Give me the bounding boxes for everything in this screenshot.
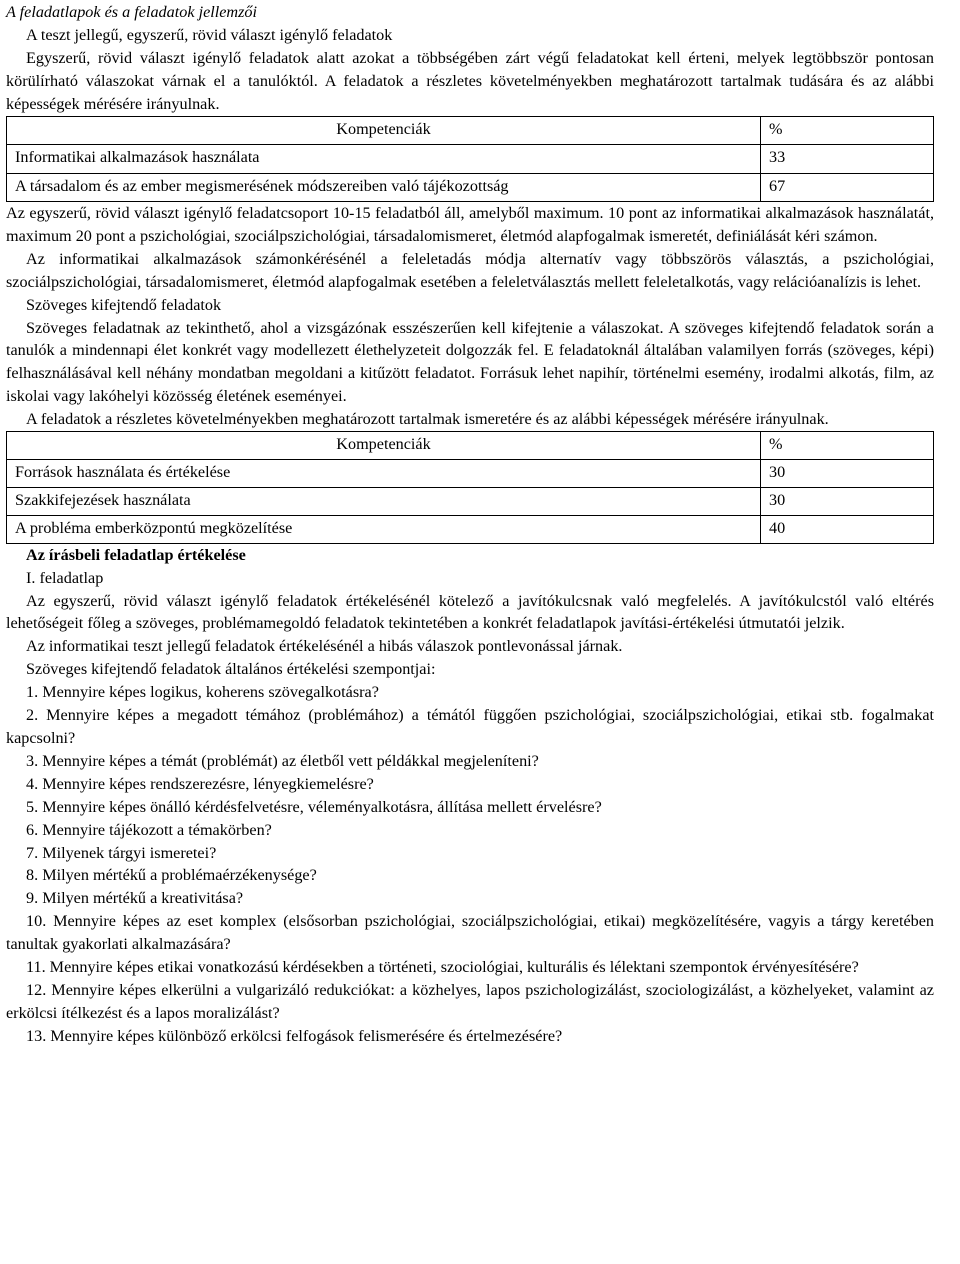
intro-paragraph: Egyszerű, rövid választ igénylő feladatok alatt azokat a többségében zárt végű feladatokat kell érteni, melyek legtöbbször pontosan körülírható válaszokat várnak el a tanulóktól. A feladatok a részletes követelményekben meghatározott tartalmak tudására és az alábbi képességek mérésére irányulnak. <box>6 48 934 113</box>
table-cell: Informatikai alkalmazások használata <box>7 145 761 174</box>
table-row <box>7 145 934 174</box>
table-cell: 67 <box>761 173 934 202</box>
criteria-item: 11. Mennyire képes etikai vonatkozású kérdésekben a történeti, szociológiai, kulturális és lélektani szempontok érvényesítésére? <box>26 958 859 977</box>
evaluation-paragraph: Szöveges kifejtendő feladatok általános értékelési szempontjai: <box>26 660 436 679</box>
criteria-item: 10. Mennyire képes az eset komplex (elsősorban pszichológiai, szociálpszichológiai, etikai) megközelítésére, vagyis a tárgy keretében tanultak gyakorlati alkalmazására? <box>6 912 934 954</box>
table-cell: Szakkifejezések használata <box>7 487 761 515</box>
criteria-item: 7. Milyenek tárgyi ismeretei? <box>26 843 217 862</box>
table-cell: 40 <box>761 515 934 543</box>
criteria-item: 13. Mennyire képes különböző erkölcsi felfogások felismerésére és értelmezésére? <box>26 1026 563 1045</box>
table-header-cell: % <box>761 432 934 460</box>
evaluation-paragraph: Az informatikai teszt jellegű feladatok értékelésénél a hibás válaszok pontlevonással járnak. <box>26 637 623 656</box>
competency-table-1 <box>6 116 934 203</box>
table-header-cell: % <box>761 116 934 145</box>
table-cell: A probléma emberközpontú megközelítése <box>7 515 761 543</box>
table-header-row <box>7 432 934 460</box>
table-cell: Források használata és értékelése <box>7 460 761 488</box>
criteria-item: 12. Mennyire képes elkerülni a vulgarizáló redukciókat: a közhelyes, lapos pszichologizálást, szociologizálást, a közhelyeket, valamint az erkölcsi ítélkezést és a lapos moralizálást? <box>6 980 934 1022</box>
criteria-item: 4. Mennyire képes rendszerezésre, lényegkiemelésre? <box>26 774 374 793</box>
table-cell: 33 <box>761 145 934 174</box>
table-cell: 30 <box>761 487 934 515</box>
text-task-paragraph: Szöveges feladatnak az tekinthető, ahol a vizsgázónak esszészerűen kell kifejtenie a válaszokat. A szöveges kifejtendő feladatok során a tanulók a mindennapi élet konkrét vagy modellezett élethelyzeteit dolgozzák fel. E feladatoknál általában valamilyen forrás (szöveges, képi) felhasználásával kell néhány mondatban megoldani a kitűzött feladatot. Forrásuk lehet napihír, történelmi esemény, irodalmi alkotás, film, az iskolai vagy lakóhelyi közösség életének eseményei. <box>6 318 934 406</box>
criteria-item: 5. Mennyire képes önálló kérdésfelvetésre, véleményalkotásra, állítása mellett érvelésre? <box>26 797 602 816</box>
table-cell: 30 <box>761 460 934 488</box>
criteria-item: 2. Mennyire képes a megadott témához (problémához) a témától függően pszichológiai, szociálpszichológiai, etikai stb. fogalmakat kapcsolni? <box>6 706 934 747</box>
table-row <box>7 515 934 543</box>
section-heading: A feladatlapok és a feladatok jellemzői <box>6 3 258 21</box>
table-row <box>7 173 934 202</box>
criteria-item: 1. Mennyire képes logikus, koherens szövegalkotásra? <box>26 683 379 702</box>
criteria-item: 6. Mennyire tájékozott a témakörben? <box>26 820 272 839</box>
answer-mode-paragraph: Az informatikai alkalmazások számonkérésénél a feleletadás módja alternatív vagy többszörös választás, a pszichológiai, szociálpszichológiai, társadalomismeret, életmód alapfogalmak esetében a feleletválasztás mellett feleletalkotás, vagy relációanalízis is lehet. <box>6 249 934 291</box>
table-header-cell: Kompetenciák <box>7 116 761 145</box>
criteria-item: 8. Milyen mértékű a problémaérzékenysége? <box>26 866 317 885</box>
table-cell: A társadalom és az ember megismerésének módszereiben való tájékozottság <box>7 173 761 202</box>
competency-table-2 <box>6 431 934 544</box>
goals-paragraph: A feladatok a részletes követelményekben meghatározott tartalmak ismeretére és az alábbi képességek mérésére irányulnak. <box>26 410 829 429</box>
evaluation-heading: Az írásbeli feladatlap értékelése <box>26 545 246 564</box>
subsection-title: A teszt jellegű, egyszerű, rövid választ igénylő feladatok <box>26 25 393 44</box>
group-paragraph: Az egyszerű, rövid választ igénylő feladatcsoport 10-15 feladatból áll, amelyből maximum. 10 pont az informatikai alkalmazások használatát, maximum 20 pont a pszichológiai, szociálpszichológiai, társadalomismeret, életmód alapfogalmak ismeretét, definiálását kéri számon. <box>6 204 934 245</box>
criteria-item: 9. Milyen mértékű a kreativitása? <box>26 889 244 908</box>
evaluation-paragraph: Az egyszerű, rövid választ igénylő feladatok értékelésénél kötelező a javítókulcsnak való megfelelés. A javítókulcstól való eltérés lehetőségeit főleg a szöveges, problémamegoldó feladatok tekintetében a konkrét feladatlapok javítási-értékelési útmutatói jelzik. <box>6 591 934 633</box>
table-row <box>7 460 934 488</box>
subsection-title: Szöveges kifejtendő feladatok <box>26 295 222 314</box>
table-header-cell: Kompetenciák <box>7 432 761 460</box>
criteria-item: 3. Mennyire képes a témát (problémát) az életből vett példákkal megjeleníteni? <box>26 751 539 770</box>
table-row <box>7 487 934 515</box>
evaluation-subheading: I. feladatlap <box>26 568 104 587</box>
table-header-row <box>7 116 934 145</box>
